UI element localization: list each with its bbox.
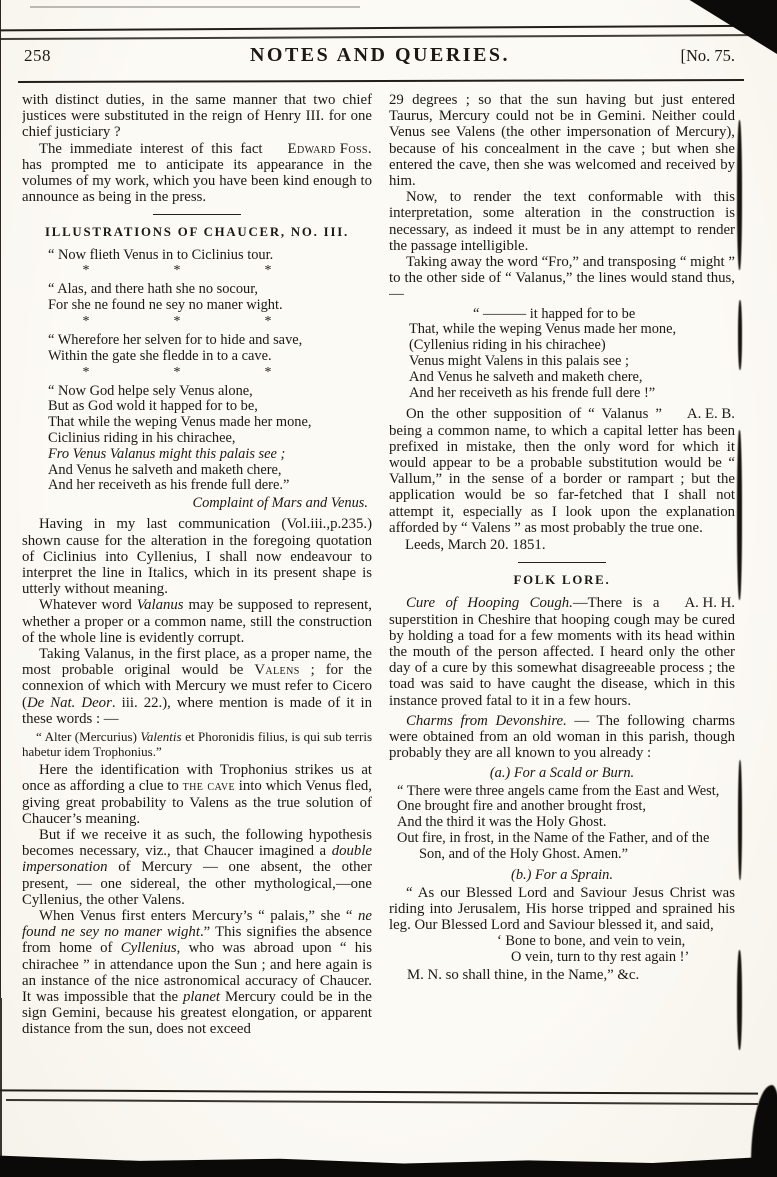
signature-edward-foss: Edward Foss. xyxy=(287,140,372,157)
journal-title: NOTES AND QUERIES. xyxy=(249,44,511,66)
paragraph: Whatever word Valanus may be supposed to represent, whether a proper or a common name, still the construction of the whole line is evidently corrupt. xyxy=(22,597,372,646)
signature-aeb: A. E. B. xyxy=(686,406,735,423)
paragraph-cure-of-hooping-cough xyxy=(389,595,735,708)
verse-line: And her receiveth as his frende full dere.” xyxy=(48,477,290,494)
dateline: Leeds, March 20. 1851. xyxy=(405,537,546,554)
asterisk-separator: * * * xyxy=(82,364,272,380)
verse-stanza-1 xyxy=(48,248,372,264)
page-bottom-rule-2 xyxy=(6,1099,758,1105)
verse-line: (Cyllenius riding in his chirachee) xyxy=(409,337,606,354)
binding-smudge xyxy=(738,760,742,880)
verse-line: Venus might Valens in this palais see ; xyxy=(409,353,629,370)
paragraph-text: On the other supposition of “ Valanus ” being a common name, to which a capital letter has been prefixed in mistake, then the only word for which it would appear to be a probable substitution would be “ Vallum,” in the sense of a border or rampart ; but the application would be so far-fetched that I shall not attempt it, especially as I look upon the explanation afforded by “ Valens ” as most probably the true one. xyxy=(389,406,735,536)
charm-b-heading: (b.) For a Sprain. xyxy=(511,866,613,883)
paragraph-charms-from-devonshire: Charms from Devonshire. — The following charms were obtained from an old woman in this parish, though probably they are all known to you already : xyxy=(389,712,735,762)
charm-line: “ There were three angels came from the East and West, xyxy=(397,782,720,799)
latin-quotation: “ Alter (Mercurius) Valentis et Phoronidis filius, is qui sub terris habetur idem Trophonius.” xyxy=(22,729,372,759)
verse-line: That, while the weping Venus made her mone, xyxy=(409,321,677,338)
paragraph: Taking away the word “Fro,” and transposing “ might ” to the other side of “ Valanus,” the lines would stand thus, — xyxy=(389,254,735,303)
paragraph-text: The immediate interest of this fact has prompted me to anticipate its appearance in the volumes of my work, which you have been kind enough to announce as being in the press. xyxy=(22,140,372,206)
paragraph-continued: with distinct duties, in the same manner that two chief justices were substituted in the reign of Henry III. for one chief justiciary ? xyxy=(22,92,372,141)
right-column xyxy=(389,92,735,1086)
charm-verse-line: ‘ Bone to bone, and vein to vein, xyxy=(497,933,686,950)
charm-line: And the third it was the Holy Ghost. xyxy=(397,814,607,831)
asterisk-separator: * * * xyxy=(82,314,272,330)
charm-a-heading: (a.) For a Scald or Burn. xyxy=(489,765,635,782)
verse-attribution: Complaint of Mars and Venus. xyxy=(192,495,368,512)
article-heading-chaucer: ILLUSTRATIONS OF CHAUCER, NO. III. xyxy=(44,225,350,240)
paragraph: Now, to render the text conformable with this interpretation, some alteration in the construction is necessary, as indeed it must be in any attempt to render the passage intelligible. xyxy=(389,189,735,254)
paragraph: When Venus first enters Mercury’s “ palais,” she “ ne found ne sey no maner wight.” This signifies the absence from home of Cyllenius, who was abroad upon “ his chirachee ” in attendance upon the Sun ; and here again is an instance of the nice astronomical accuracy of Chaucer. It was impossible that the planet Mercury could be in the sign Gemini, because his greatest elongation, or apparent distance from the sun, does not exceed xyxy=(22,908,372,1038)
scan-corner-blob xyxy=(751,1085,777,1163)
paragraph: But if we receive it as such, the following hypothesis becomes necessary, viz., that Chaucer imagined a double impersonation of Mercury — one absent, the other present, — one sidereal, the other mythological,—one Cyllenius, the other Valens. xyxy=(22,827,372,908)
verse-line: “ ——— it happed for to be xyxy=(473,305,636,322)
binding-smudge xyxy=(737,430,742,600)
verse-line: And Venus he salveth and maketh chere, xyxy=(409,368,643,385)
binding-smudge xyxy=(737,950,742,1050)
verse-line: Within the gate she fledde in to a cave. xyxy=(48,347,272,364)
scan-bottom-shadow xyxy=(0,1151,777,1177)
asterisk-separator: * * * xyxy=(82,263,272,279)
charm-verse-line: O vein, turn to thy rest again !’ xyxy=(511,949,690,966)
paragraph xyxy=(389,406,735,536)
page-top-rule-2 xyxy=(0,34,777,40)
verse-line: “ Now God helpe sely Venus alone, xyxy=(48,382,253,399)
paragraph: Taking Valanus, in the first place, as a proper name, the most probable original would be Valens ; for the connexion of which with Mercury we must refer to Cicero (De Nat. Deor. iii. 22.), where mention is made of it in these words : — xyxy=(22,646,372,727)
paragraph: Having in my last communication (Vol.iii.,p.235.) shown cause for the alteration in the foregoing quotation of Ciclinius into Cyllenius, I shall now endeavour to interpret the line in Italics, which in its present shape is utterly without meaning. xyxy=(22,516,372,598)
header-rule xyxy=(18,79,744,83)
charm-line: One brought fire and another brought frost, xyxy=(397,798,646,815)
paragraph xyxy=(22,141,372,206)
verse-line: Ciclinius riding in his chirachee, xyxy=(48,430,236,446)
scan-top-smudge xyxy=(30,6,360,8)
signature-ahh: A. H. H. xyxy=(684,595,735,612)
verse-line: That while the weping Venus made her mone, xyxy=(48,414,312,431)
verse-stanza-2 xyxy=(48,282,372,314)
paragraph: Here the identification with Trophonius strikes us at once as affording a clue to the cave into which Venus fled, giving great probability to Valens as the true solution of Chaucer’s meaning. xyxy=(22,762,372,827)
column-divider-rule xyxy=(0,0,1,998)
left-column xyxy=(22,92,372,1086)
verse-stanza-4 xyxy=(48,384,372,495)
section-separator-rule xyxy=(153,214,241,215)
page-bottom-rule xyxy=(0,1089,758,1094)
verse-line: And Venus he salveth and maketh chere, xyxy=(48,461,282,478)
charm-b-verse xyxy=(497,934,735,966)
charm-line: Out fire, in frost, in the Name of the Father, and of the Son, and of the Holy Ghost. Amen.” xyxy=(397,830,710,862)
page-top-rule xyxy=(0,25,777,32)
charm-b-closing: M. N. so shall thine, in the Name,” &c. xyxy=(407,967,640,984)
section-separator-rule xyxy=(518,562,606,563)
charm-b-intro: “ As our Blessed Lord and Saviour Jesus Christ was riding into Jerusalem, His horse tripped and sprained his leg. Our Blessed Lord and Saviour blessed it, and said, xyxy=(389,884,735,934)
verse-line: And her receiveth as his frende full dere !” xyxy=(409,384,656,401)
paragraph-continued: 29 degrees ; so that the sun having but just entered Taurus, Mercury could not be in Gemini. Neither could Venus see Valens (the other impersonation of Mercury), because of his concealment in the cave ; but when she entered the cave, then she was welcomed and received by him. xyxy=(389,92,735,190)
binding-smudge xyxy=(737,120,742,270)
verse-line: “ Wherefore her selven for to hide and save, xyxy=(48,332,303,349)
page-edge-rule xyxy=(0,998,2,1177)
section-heading-folk-lore: FOLK LORE. xyxy=(513,573,611,588)
verse-line: “ Now flieth Venus in to Ciclinius tour. xyxy=(48,246,274,263)
verse-line: But as God wold it happed for to be, xyxy=(48,398,258,415)
verse-line: “ Alas, and there hath she no socour, xyxy=(48,281,259,298)
issue-number: [No. 75. xyxy=(680,46,735,65)
verse-line: For she ne found ne sey no maner wight. xyxy=(48,297,283,314)
charm-a-verse xyxy=(389,784,735,863)
binding-smudge xyxy=(738,300,742,370)
verse-stanza-3 xyxy=(48,333,372,365)
transposed-verse-quote xyxy=(409,307,735,402)
paragraph-text: Cure of Hooping Cough.—There is a superstition in Cheshire that hooping cough may be cured by holding a toad for a few moments with its head within the mouth of the person affected. I heard only the other day of a cure by this somewhat disagreeable process ; the toad was said to have caught the disease, which in this instance proved fatal to it in a few hours. xyxy=(389,595,735,709)
page-number: 258 xyxy=(24,46,51,65)
verse-line-italic: Fro Venus Valanus might this palais see ; xyxy=(48,445,286,462)
